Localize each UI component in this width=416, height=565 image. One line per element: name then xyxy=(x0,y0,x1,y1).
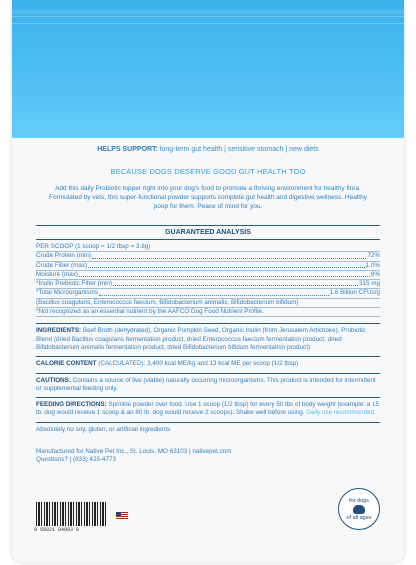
manufacturer-line: Manufactured for Native Pet Inc., St. Louis, MO 63103 | nativepet.com xyxy=(36,448,232,456)
guaranteed-analysis xyxy=(36,243,380,317)
ga-row-value: 72% xyxy=(367,252,380,260)
feeding-text: Sprinkle powder over food. Use 1 scoop (1/2 tbsp) for every 50 lbs of body weight (example: a 15 lb. dog would receive 1 scoop & an 80 lb. dog would receive 2 scoops). Shake well before using. xyxy=(36,401,379,417)
us-flag-icon xyxy=(116,512,128,520)
ga-row xyxy=(36,252,380,261)
calorie-block xyxy=(36,356,380,372)
cautions-text: Contains a source of live (viable) naturally occurring microorganisms. This product is intended for intermittent or supplemental feeding only. xyxy=(36,376,376,392)
ga-row-value: 8% xyxy=(370,270,380,278)
calorie-text: (CALCULATED): 3,400 kcal ME/kg and 13 kcal ME per scoop (1/2 tbsp) xyxy=(98,360,299,368)
ingredients-text: Beef Broth (dehydrated), Organic Pumpkin Seed, Organic Inulin (from Jerusalem Artichoke), Probiotic Blend (dried Bacillus coagulans fermentation product, dried Enterococcus faecium fermentation product, dried Bifidobacterium animalis fermentation product, dried Bifidobacterium bifidum fermentation product) xyxy=(36,327,366,351)
ga-row-label: *Total Microorganisms xyxy=(36,289,98,297)
zipper-seal xyxy=(12,16,404,24)
ga-row-value: 1.0% xyxy=(365,261,380,269)
ga-row xyxy=(36,262,380,271)
helps-support xyxy=(36,146,380,153)
dog-icon xyxy=(353,505,365,514)
ga-row-value: 315 mg xyxy=(358,280,380,288)
calorie-label: CALORIE CONTENT xyxy=(36,360,97,368)
questions-line: Questions? | (833) 425-4773 xyxy=(36,456,117,464)
feeding-block xyxy=(36,397,380,422)
probiotic-strains: (Bacillus coagulans, Enterococcus faecium, Bifidobacterium animalis, Bifidobacterium bifidum) xyxy=(36,299,380,308)
ga-row-label: Crude Fiber (max) xyxy=(36,261,88,269)
free-from-block: Absolutely no soy, gluten, or artificial ingredients xyxy=(36,422,380,438)
helps-support-label: HELPS SUPPORT: xyxy=(97,146,158,153)
seal-top-text: for dogs xyxy=(349,497,369,504)
ingredients-label: INGREDIENTS: xyxy=(36,327,82,335)
cautions-label: CAUTIONS: xyxy=(36,376,71,384)
ga-row-value: 1.6 Billion CFUs/g xyxy=(329,289,380,297)
ga-row-label: *Inulin Prebiotic Fiber (min) xyxy=(36,280,112,288)
helps-support-items: long-term gut health | sensitive stomach | new diets xyxy=(159,146,319,153)
product-pouch xyxy=(12,0,404,562)
barcode xyxy=(36,502,108,526)
ingredients-block xyxy=(36,323,380,356)
all-ages-seal xyxy=(338,488,380,530)
ga-row xyxy=(36,271,380,280)
product-description: Add this daily Probiotic topper right into your dog's food to promote a thriving environment for healthy flora. Formulated by vets, this super-functional powder supports complete gut health and digestive wellness. Healthy poop for them. Peace of mind for you. xyxy=(49,185,367,210)
seal-bottom-text: of all ages xyxy=(346,514,372,521)
top-color-band xyxy=(12,0,404,138)
barcode-number: 8 50021 84093 8 xyxy=(34,527,80,533)
ga-row-label: Moisture (max) xyxy=(36,270,78,278)
feeding-highlight: Daily use recommended. xyxy=(306,409,376,417)
ga-row xyxy=(36,289,380,298)
feeding-label: FEEDING DIRECTIONS: xyxy=(36,401,107,409)
cautions-block xyxy=(36,373,380,398)
aafco-footnote: *Not recognized as an essential nutrient by the AAFCO Dog Food Nutrient Profile. xyxy=(36,308,380,317)
ga-row-label: Crude Protein (min) xyxy=(36,252,91,260)
guaranteed-analysis-title: GUARANTEED ANALYSIS xyxy=(36,225,380,240)
manufacturer-info xyxy=(36,448,380,464)
tagline: BECAUSE DOGS DESERVE GOOD GUT HEALTH TOO xyxy=(110,167,306,176)
ga-row xyxy=(36,280,380,289)
label-content xyxy=(36,146,380,464)
per-scoop-line: PER SCOOP (1 scoop = 1/2 tbsp = 3.8g) xyxy=(36,243,380,252)
